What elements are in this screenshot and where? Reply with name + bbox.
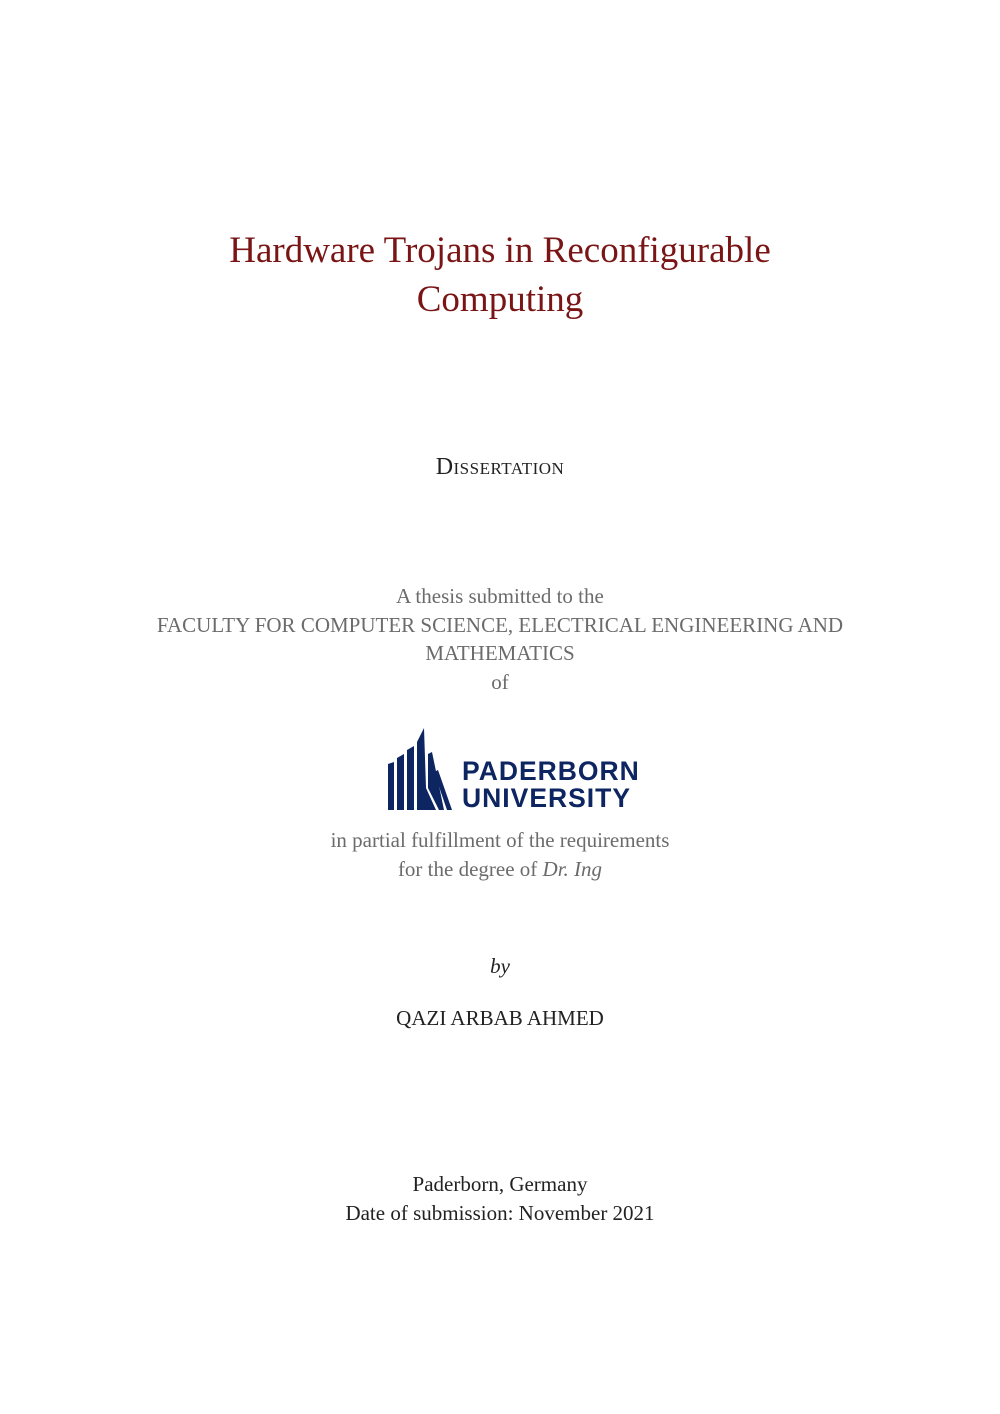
degree-name: Dr. Ing [542,856,603,881]
by-label: by [490,954,510,978]
author-name: QAZI ARBAB AHMED [396,1006,604,1030]
submission-line-of: of [491,669,509,694]
submission-statement [0,582,1000,696]
thesis-title-line-1: Hardware Trojans in Reconfigurable [229,230,771,271]
fulfillment-line: in partial fulfillment of the requirements [330,828,670,852]
location: Paderborn, Germany [412,1172,588,1196]
degree-line [0,855,1000,884]
university-name [462,728,640,813]
document-type: Dissertation [435,454,565,480]
degree-statement [0,826,1000,883]
submission-date: Date of submission: November 2021 [345,1200,655,1225]
thesis-title [0,226,1000,324]
university-emblem-icon [386,728,460,814]
degree-prefix: for the degree of [397,856,543,881]
submission-line-1: A thesis submitted to the [396,584,604,608]
faculty-name-line-2: MATHEMATICS [425,641,575,665]
paderborn-university-logo [386,728,640,814]
university-name-line-2: UNIVERSITY [462,783,632,813]
thesis-title-line-2: Computing [416,279,584,320]
faculty-name-line-1: FACULTY FOR COMPUTER SCIENCE, ELECTRICAL ENGINEERING AND [156,612,844,637]
university-name-line-1: PADERBORN [462,756,640,786]
place-and-date [0,1170,1000,1227]
